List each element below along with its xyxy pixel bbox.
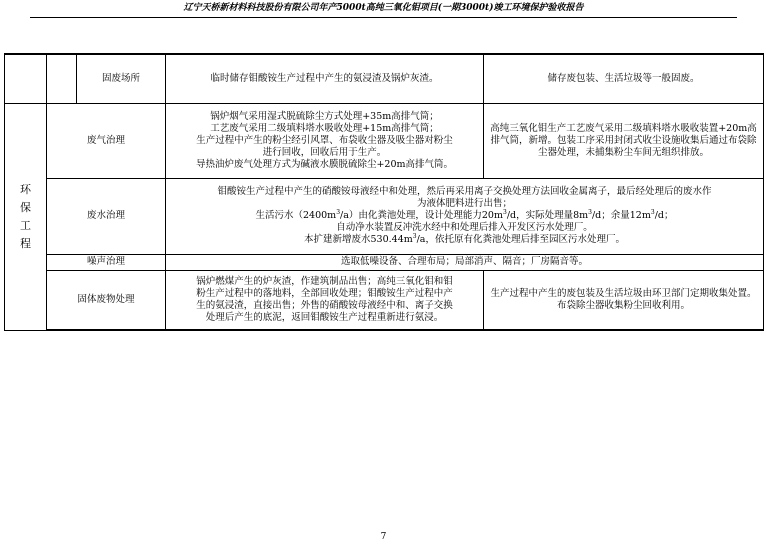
text-fragment: /a，依托原有化粪池处理后排至园区污水处理厂。 [416, 234, 625, 245]
text-line: 工艺废气采用二级填料塔水吸收处理+15m高排气筒； [210, 122, 439, 134]
category-char: 程 [20, 236, 31, 250]
category-char: 工 [20, 218, 31, 232]
solid-waste-new: 生产过程中产生的废包装及生活垃圾由环卫部门定期收集处置。布袋除尘器收集粉尘回收利用。 [484, 270, 764, 330]
text-line [169, 210, 760, 222]
text-line: 自动净水装置反冲洗水经中和处理后排入开发区污水处理厂。 [336, 222, 593, 233]
text-line: 生的氨浸渣，直接出售；外售的硝酸铵母液经中和、离子交换 [196, 299, 453, 311]
text-line: 为液体肥料进行出售； [416, 198, 512, 209]
superscript: 3 [588, 208, 592, 216]
text-line: 生产过程中产生的粉尘经引风罩、布袋收尘器及吸尘器对粉尘 [196, 134, 453, 146]
text-line: 进行回收，回收后用于生产。 [262, 146, 387, 158]
row-label-solid-waste: 固体废物处理 [47, 270, 166, 330]
report-header-title: 辽宁天桥新材料科技股份有限公司年产5000t高纯三氧化钼项目(一期3000t)竣工环境保护验收报告 [183, 3, 584, 13]
waste-water-content [166, 178, 764, 254]
text-line [169, 234, 760, 246]
noise-content: 选取低噪设备、合理布局；局部消声、隔音；厂房隔音等。 [166, 254, 764, 270]
superscript: 3 [502, 208, 507, 216]
row-label-noise: 噪声治理 [47, 254, 166, 270]
solid-waste-site-existing: 临时储存钼酸铵生产过程中产生的氨浸渣及锅炉灰渣。 [166, 54, 484, 103]
table-row-waste-water [5, 178, 764, 254]
row-label-waste-gas: 废气治理 [47, 103, 166, 178]
text-fragment: /d，实际处理量8m [506, 210, 589, 221]
text-fragment: /a）由化粪池处理，设计处理能力20m [340, 210, 503, 221]
waste-gas-new: 高纯三氧化钼生产工艺废气采用二级填料塔水吸收装置+20m高排气筒，新增。包装工序采用封闭式收尘设施收集后通过布袋除尘器处理，未捕集粉尘车间无组织排放。 [484, 103, 764, 178]
superscript: 3 [650, 208, 655, 216]
text-line: 粉生产过程中的落地料，全部回收处理；钼酸铵生产过程中产 [196, 287, 453, 299]
empty-cell [5, 54, 47, 103]
waste-gas-existing [166, 103, 484, 178]
solid-waste-site-new: 储存废包装、生活垃圾等一般固废。 [484, 54, 764, 103]
category-char: 环 [20, 182, 31, 196]
table-row-waste-gas [5, 103, 764, 178]
text-line: 锅炉烟气采用湿式脱硫除尘方式处理+35m高排气筒； [210, 110, 439, 122]
solid-waste-existing [166, 270, 484, 330]
text-fragment: 本扩建新增废水530.44m [304, 234, 413, 245]
text-line: 导热油炉废气处理方式为碱液水膜脱硫除尘+20m高排气筒。 [195, 158, 454, 170]
category-char: 保 [20, 200, 31, 214]
text-line: 钼酸铵生产过程中产生的硝酸铵母液经中和处理，然后再采用离子交换处理方法回收金属离子，最后经处理后的废水作 [217, 186, 712, 197]
category-environmental-works [5, 103, 47, 330]
environmental-works-table [4, 53, 764, 331]
row-label-solid-waste-site: 固废场所 [77, 54, 166, 103]
text-line: 处理后产生的底泥，返回钼酸铵生产过程重新进行氨浸。 [205, 311, 444, 323]
superscript: 3 [412, 232, 417, 240]
header-divider [30, 17, 737, 18]
superscript: 3 [336, 208, 341, 216]
text-fragment: /d； [654, 210, 674, 221]
table-row-noise [5, 254, 764, 270]
page-number: 7 [380, 532, 387, 542]
text-fragment: 生活污水（2400m [255, 210, 337, 221]
text-line: 锅炉燃煤产生的炉灰渣，作建筑制品出售；高纯三氧化钼和钼 [196, 275, 453, 287]
table-row-solid-waste [5, 270, 764, 330]
row-label-waste-water: 废水治理 [47, 178, 166, 254]
text-fragment: /d；余量12m [591, 210, 651, 221]
empty-cell [47, 54, 77, 103]
table-row-solid-waste-site [5, 54, 764, 103]
